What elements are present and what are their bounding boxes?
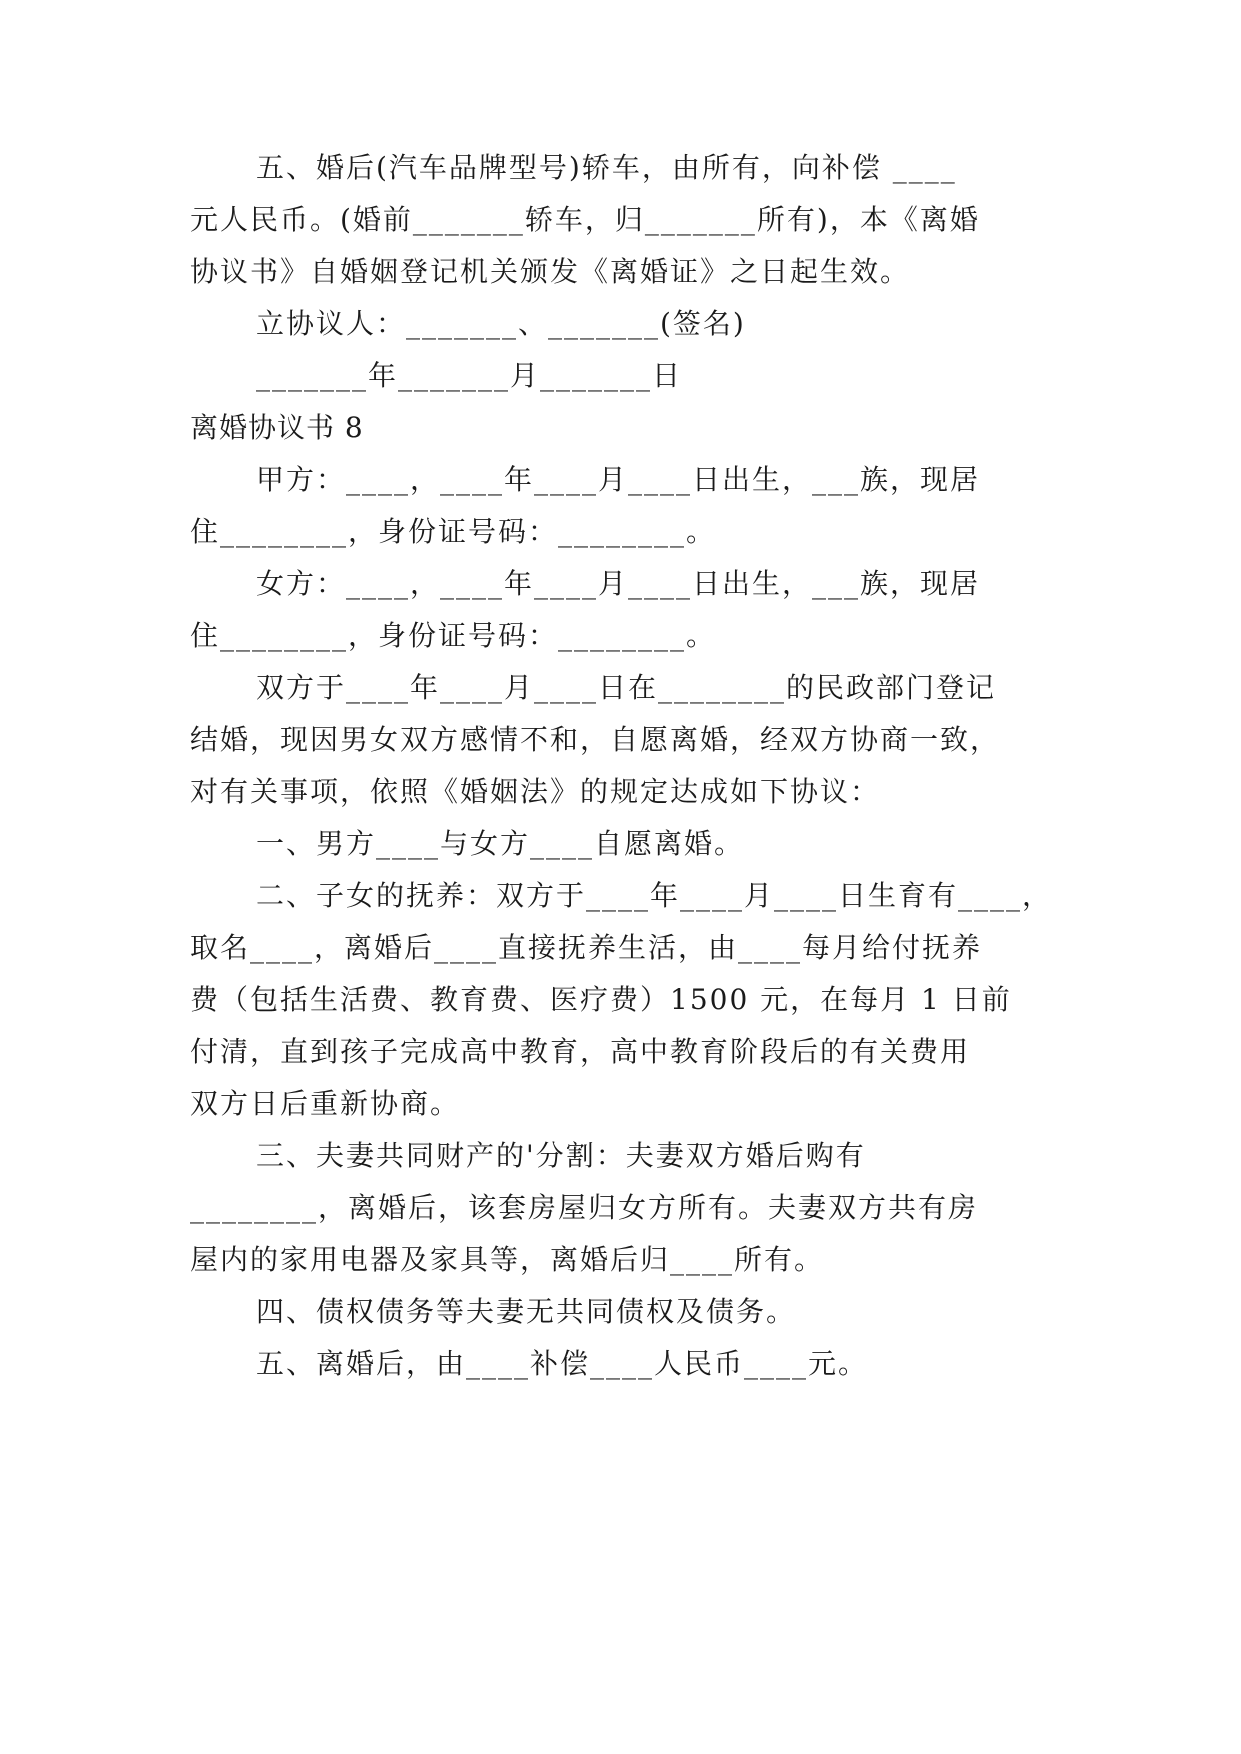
paragraph-line: 女方：____，____年____月____日出生，___族，现居 (256, 567, 981, 600)
paragraph-line: 屋内的家用电器及家具等，离婚后归____所有。 (190, 1243, 825, 1276)
paragraph-line: 一、男方____与女方____自愿离婚。 (256, 827, 745, 860)
paragraph-line: 费（包括生活费、教育费、医疗费）1500 元，在每月 1 日前 (190, 983, 1012, 1016)
paragraph-line: 协议书》自婚姻登记机关颁发《离婚证》之日起生效。 (190, 255, 911, 288)
section-heading: 离婚协议书 8 (190, 411, 364, 444)
paragraph-line: 甲方：____，____年____月____日出生，___族，现居 (256, 463, 981, 496)
paragraph-line: 结婚，现因男女双方感情不和，自愿离婚，经双方协商一致， (190, 723, 1001, 756)
paragraph-line: 对有关事项，依照《婚姻法》的规定达成如下协议： (190, 775, 881, 808)
paragraph-line: 住________，身份证号码：________。 (190, 515, 717, 548)
paragraph-line: 元人民币。(婚前_______轿车，归_______所有)，本《离婚 (190, 203, 980, 236)
paragraph-line: 三、夫妻共同财产的'分割：夫妻双方婚后购有 (256, 1139, 866, 1172)
paragraph-line: 取名____，离婚后____直接抚养生活，由____每月给付抚养 (190, 931, 983, 964)
paragraph-line: 住________，身份证号码：________。 (190, 619, 717, 652)
paragraph-line: 四、债权债务等夫妻无共同债权及债务。 (256, 1295, 797, 1328)
paragraph-line: 双方日后重新协商。 (190, 1087, 461, 1120)
paragraph-line: 二、子女的抚养：双方于____年____月____日生育有____， (256, 879, 1053, 912)
paragraph-line: 付清，直到孩子完成高中教育，高中教育阶段后的有关费用 (190, 1035, 971, 1068)
paragraph-line: ________，离婚后，该套房屋归女方所有。夫妻双方共有房 (190, 1191, 979, 1224)
paragraph-line: 五、婚后(汽车品牌型号)轿车，由所有，向补偿 ____ (256, 151, 957, 184)
date-line: _______年_______月_______日 (256, 359, 683, 392)
signature-line: 立协议人：_______、_______(签名) (256, 307, 746, 340)
paragraph-line: 五、离婚后，由____补偿____人民币____元。 (256, 1347, 869, 1380)
paragraph-line: 双方于____年____月____日在________的民政部门登记 (256, 671, 997, 704)
